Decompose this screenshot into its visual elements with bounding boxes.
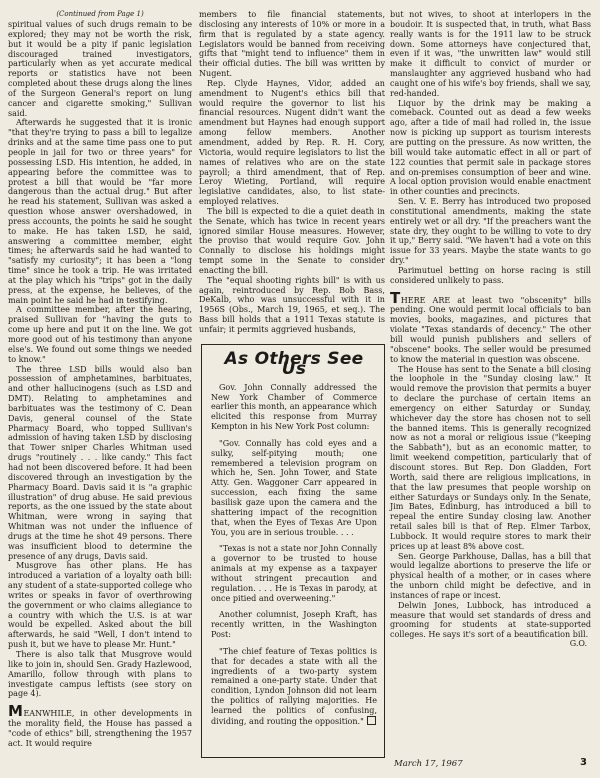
- paragraph: Sen. George Parkhouse, Dallas, has a bill that would legalize abortions to preserve the life or physical health of a mother, or in cases where the unborn child might be defective, and in instances of rape or incest.: [390, 551, 591, 600]
- author-signature: G.O.: [569, 639, 587, 649]
- section-lead-paragraph: [8, 702, 192, 748]
- paragraph: Delwin Jones, Lubbock, has introduced a measure that would set standards of dress and grooming for students at state-supported colleges. He says it's sort of a beautification bill.: [390, 600, 591, 640]
- paragraph: Parimutuel betting on horse racing is still considered unlikely to pass.: [390, 265, 591, 285]
- drop-cap: M: [8, 702, 24, 721]
- paragraph: There is also talk that Musgrove would like to join in, should Sen. Grady Hazlewood, Amarillo, follow through with plans to investigate campus leftists (see story on page 4).: [8, 650, 192, 699]
- article-column-3: [390, 10, 591, 649]
- page-number: 3: [580, 757, 587, 768]
- issue-date: March 17, 1967: [394, 759, 463, 769]
- paragraph: members to file financial statements, disclosing any interests of 10% or more in a firm that is regulated by a state agency. Legislators would be banned from receiving gifts that "might tend to influence" them in their official duties. The bill was written by Nugent.: [199, 10, 385, 79]
- box-paragraph: "Gov. Connally has cold eyes and a sulky, self-pitying mouth; one remembered a television program on which he, Sen. John Tower, and State Atty. Gen. Waggoner Carr appeared in succession, each fixing the same basilisk gaze upon the camera and the shattering impact of the recognition that, when the Eyes of Texas Are Upon You, you are in serious trouble. . . .: [211, 438, 377, 537]
- lead-caps: EANWHILE,: [23, 709, 75, 719]
- end-mark-icon: [367, 716, 376, 725]
- lead-text: in other developments in the morality field, the House has passed a "code of ethics" bill, strengthening the 1957 act. It would require: [8, 709, 192, 748]
- drop-cap: T: [390, 288, 401, 307]
- box-paragraph: Another columnist, Joseph Kraft, has recently written, in the Washington Post:: [211, 610, 377, 640]
- paragraph: Musgrove has other plans. He has introduced a variation of a loyalty oath bill: any student of a state-supported college who writes or speaks in favor of overthrowing the government or who claims allegiance to a country with which the U.S. is at war would be expelled. Asked about the bill afterwards, he said "Well, I don't intend to push it, but we have to please Mr. Hunt.": [8, 561, 192, 650]
- paragraph: Afterwards he suggested that it is ironic "that they're trying to pass a bill to legalize drinks and at the same time pass one to put people in jail for two or three years" for possessing LSD. His intention, he added, in appearing before the committee was to protest a bill that would be "far more dangerous than the actual drug." But after he read his statement, Sullivan was asked a question whose answer overshadowed, in press accounts, the points he said he sought to make. He has taken LSD, he said, answering a committee member, eight times; he afterwards said he had wanted to "satisfy my curiosity"; it has been a "long time" since he took a trip. He was irritated at the play which his "trips" got in the daily press, at the expense, he believes, of the main point he said he had in testifying.: [8, 118, 192, 305]
- paragraph: spiritual values of such drugs remain to be explored; they may not be worth the risk, but it would be a pity if panic legislation discouraged trained investigators, particularly when as yet accurate medical reports or statistics have not been completed about these drugs along the lines of the Surgeon General's report on lung cancer and cigarette smoking," Sullivan said.: [8, 20, 192, 118]
- paragraph: The House has sent to the Senate a bill closing the loophole in the "Sunday closing law." It would remove the provision that permits a buyer to declare the purchase of certain items an emergency on either Saturday or Sunday, whichever day the store has chosen not to sell the banned items. This is generally recognized now as not a moral or religious issue ("keeping the Sabbath"), but as an economic matter, to limit weekend competition, particularly that of discount stores. But Rep. Don Gladden, Fort Worth, said there are religious implications, in that the law presumes that people worship on either Saturdays or Sundays only. In the Senate, Jim Bates, Edinburg, has introduced a bill to repeal the entire Sunday closing law. Another retail sales bill is that of Rep. Elmer Tarbox, Lubbock. It would require stores to mark their prices up at least 8% above cost.: [390, 364, 591, 551]
- paragraph: The "equal shooting rights bill" is with us again, reintroduced by Rep. Bob Bass, DeKalb, who was unsuccessful with it in 1956S (Obs., March 19, 1965, et seq.). The Bass bill holds that a 1911 Texas statute is unfair; it permits aggrieved husbands,: [199, 275, 385, 334]
- continued-label: (Continued from Page 1): [56, 10, 144, 18]
- article-column-2: [199, 10, 385, 335]
- paragraph: Rep. Clyde Haynes, Vidor, added an amendment to Nugent's ethics bill that would require the governor to list his financial resources. Nugent didn't want the amendment but Haynes had enough support among fellow members. Another amendment, added by Rep. R. H. Cory, Victoria, would require legislators to list the names of relatives who are on the state payroll; a third amendment, that of Rep. Leroy Wieting, Portland, will require legislative candidates, also, to list state-employed relatives.: [199, 78, 385, 207]
- as-others-see-us-box: [201, 344, 385, 758]
- article-column-1: [8, 10, 192, 749]
- lead-caps: HERE ARE: [400, 295, 451, 305]
- box-quote-text: "The chief feature of Texas politics is that for decades a state with all the ingredients of a two-party system remained a one-party state. Under that condition, Lyndon Johnson did not learn the politics of rallying majorities. He learned the politics of confusing, dividing, and routing the opposition.": [211, 646, 377, 726]
- box-title: As Others See Us: [224, 349, 364, 379]
- paragraph: A committee member, after the hearing, praised Sullivan for "having the guts to come up here and put it on the line. We got more good out of his testimony than anyone else's. We found out some things we needed to know.": [8, 305, 192, 364]
- box-paragraph: "Texas is not a state nor John Connally a governor to be trusted to house animals at my expense as a taxpayer without stringent precaution and regulation. . . . He is Texas in parody, at once pitied and overweening.": [211, 544, 377, 603]
- paragraph: The three LSD bills would also ban possession of amphetamines, barbituates, and other hallucinogens (such as LSD and DMT). Relating to amphetamines and barbituates was the testimony of C. Dean Davis, general counsel of the State Pharmacy Board, who topped Sullivan's admission of having taken LSD by disclosing that Tower sniper Charles Whitman used drugs "routinely . . . like candy." This fact had not been discovered before. It had been discovered through an investigation by the Pharmacy Board. Davis said it is "a graphic illustration" of drug abuse. He said previous reports, as the one issued by the state about Whitman, were wrong in saying that Whitman was not under the influence of drugs at the time he shot 49 persons. There was insufficient blood to determine the presence of any drugs, Davis said.: [8, 364, 192, 561]
- paragraph: The bill is expected to die a quiet death in the Senate, which has twice in recent years ignored similar House measures. However, the proviso that would require Gov. John Connally to disclose his holdings might tempt some in the Senate to consider enacting the bill.: [199, 206, 385, 275]
- box-paragraph: [211, 647, 377, 727]
- lead-text: at least two "obscenity" bills pending. One would permit local officials to ban movies, books, magazines, and pictures that violate "Texas standards of decency." The other bill would punish publishers and sellers of "obscene" books. The seller would be presumed to know the material in question was obscene.: [390, 295, 591, 364]
- paragraph: Liquor by the drink may be making a comeback. Counted out as dead a few weeks ago, after a tide of mail had rolled in, the issue now is picking up support as tourism interests are putting on the pressure. As now written, the bill would take automatic effect in all or part of 122 counties that permit sale in package stores and on-premises consumption of beer and wine. A local option provision would enable enactment in other counties and precincts.: [390, 98, 591, 197]
- section-lead-paragraph: [390, 288, 591, 365]
- paragraph: Sen. V. E. Berry has introduced two proposed constitutional amendments, making the state entirely wet or all dry. "If the preachers want the state dry, they ought to be willing to vote to dry it up," Berry said. "We haven't had a vote on this issue for 33 years. Maybe the state wants to go dry.": [390, 197, 591, 266]
- box-paragraph: Gov. John Connally addressed the New York Chamber of Commerce earlier this month, an appearance which elicited this response from Murray Kempton in his New York Post column:: [211, 382, 377, 432]
- paragraph: but not wives, to shoot at interlopers in the boudoir. It is suspected that, in truth, what Bass really wants is for the 1911 law to be struck down. Some attorneys have conjectured that, even if it was, "the unwritten law" would still make it difficult to convict of murder or manslaughter any aggrieved husband who had caught one of his wife's boy friends, shall we say, red-handed.: [390, 10, 591, 98]
